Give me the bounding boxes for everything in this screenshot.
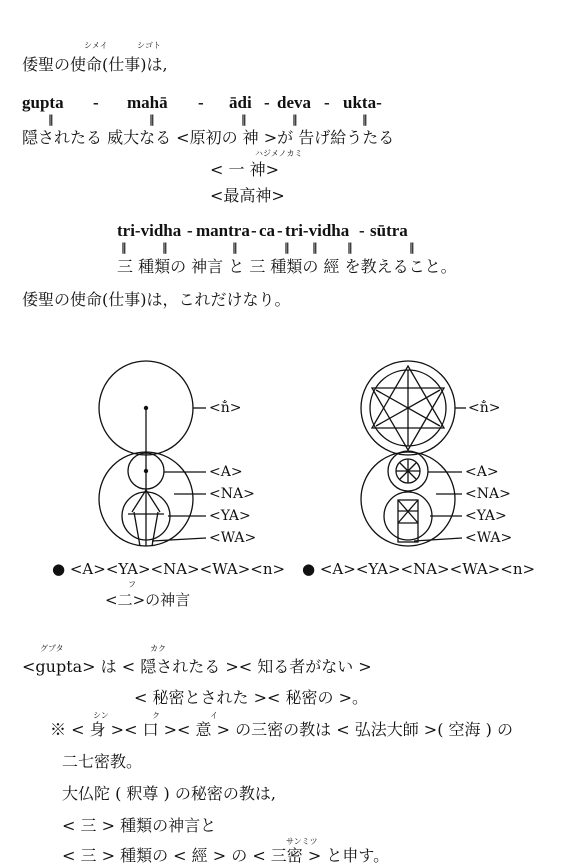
- equals-mark: ‖: [121, 241, 127, 254]
- word-gupta: gupta: [22, 93, 64, 112]
- left-label-wa: <WA>: [209, 530, 257, 546]
- right-label-ya: <YA>: [465, 508, 507, 524]
- left-label-ya: <YA>: [209, 508, 251, 524]
- hyphen: -: [277, 221, 283, 240]
- equals-mark: ‖: [409, 241, 415, 254]
- hyphen: -: [93, 93, 99, 112]
- gloss-line-1: 隠されたる 威大なる <原初の 神 >が 告げ給うたる: [22, 128, 395, 147]
- hyphen: -: [187, 221, 193, 240]
- ruby-fu: フ: [128, 580, 136, 589]
- ruby-shimei: シメイ: [84, 41, 108, 50]
- explanation-line-2: < 秘密とされた >< 秘密の >。: [134, 688, 368, 707]
- ruby-kaku: カク: [150, 644, 166, 653]
- equals-mark: ‖: [284, 241, 290, 254]
- equals-mark: ‖: [48, 113, 54, 126]
- equals-mark: ‖: [362, 113, 368, 126]
- hyphen: -: [324, 93, 330, 112]
- hyphen: -: [198, 93, 204, 112]
- left-caption: ● <A><YA><NA><WA><n>: [52, 560, 286, 578]
- ruby-sanmitsu: サンミツ: [286, 837, 318, 846]
- word-deva: deva: [277, 93, 311, 112]
- word-ca: ca: [259, 221, 276, 240]
- ruby-gupta: グプタ: [40, 644, 64, 653]
- word-sutra: sūtra: [370, 221, 408, 240]
- left-label-n: <n̐>: [209, 400, 242, 416]
- right-label-wa: <WA>: [465, 530, 513, 546]
- left-label-na: <NA>: [209, 486, 255, 502]
- alt-one-god: < 一 神>: [210, 160, 279, 179]
- explanation-line-6: < 三 > 種類の神言と: [62, 816, 217, 835]
- equals-mark: ‖: [241, 113, 247, 126]
- hyphen: -: [264, 93, 270, 112]
- ruby-shin: シン: [93, 711, 109, 720]
- ruby-shigoto: シゴト: [137, 41, 161, 50]
- gloss-line-2: 三 種類の 神言 と 三 種類の 經 を教えること。: [117, 257, 457, 276]
- equals-mark: ‖: [149, 113, 155, 126]
- hyphen: -: [251, 221, 257, 240]
- word-trividha-2: tri-vidha: [285, 221, 350, 240]
- equals-mark: ‖: [312, 241, 318, 254]
- ruby-hajimenokami: ハジメノカミ: [255, 149, 303, 158]
- equals-mark: ‖: [232, 241, 238, 254]
- intro-line: 倭聖の使命(仕事)は,: [22, 55, 168, 74]
- explanation-line-3: ※ < 身 >< 口 >< 意 > の三密の教は < 弘法大師 >( 空海 ) の: [50, 720, 513, 739]
- sub-caption: <二>の神言: [105, 591, 191, 609]
- ruby-i: イ: [210, 711, 218, 720]
- explanation-line-1: <gupta> は < 隠されたる >< 知る者がない >: [22, 657, 372, 676]
- alt-supreme-god: <最高神>: [210, 186, 285, 205]
- right-label-a: <A>: [465, 464, 499, 480]
- right-caption: ● <A><YA><NA><WA><n>: [302, 560, 536, 578]
- word-maha: mahā: [127, 93, 168, 112]
- word-ukta: ukta-: [343, 93, 382, 112]
- equals-mark: ‖: [162, 241, 168, 254]
- explanation-line-5: 大仏陀 ( 釈尊 ) の秘密の教は,: [62, 784, 276, 803]
- ruby-ku: ク: [152, 711, 160, 720]
- right-label-na: <NA>: [465, 486, 511, 502]
- word-trividha: tri-vidha: [117, 221, 182, 240]
- explanation-line-4: 二七密教。: [62, 752, 143, 771]
- word-mantra: mantra: [196, 221, 250, 240]
- hyphen: -: [359, 221, 365, 240]
- conclusion-line: 倭聖の使命(仕事)は，これだけなり。: [22, 290, 291, 309]
- equals-mark: ‖: [347, 241, 353, 254]
- equals-mark: ‖: [292, 113, 298, 126]
- right-label-n: <n̐>: [468, 400, 501, 416]
- left-label-a: <A>: [209, 464, 243, 480]
- word-adi: ādi: [229, 93, 252, 112]
- explanation-line-7: < 三 > 種類の < 經 > の < 三密 > と申す。: [62, 846, 390, 865]
